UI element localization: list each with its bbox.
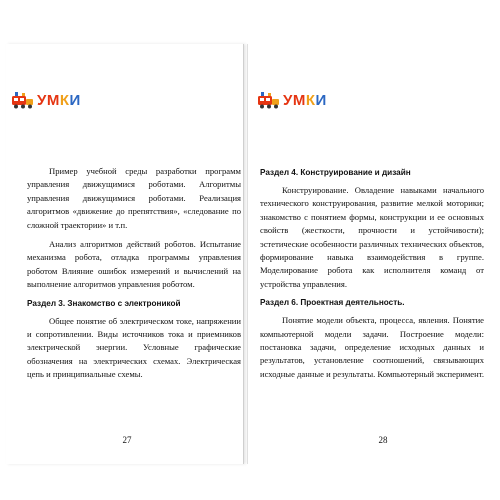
paragraph: Пример учебной среды разработки программ управления движущимися роботами. Алгоритмы управления движущимися роботами. Реализация алгоритмов «движение до препятствия», «следование по сложной траектории» и т.п. bbox=[27, 166, 241, 230]
train-icon bbox=[257, 91, 281, 109]
logo-text: УМКИ bbox=[37, 91, 81, 109]
section-heading: Раздел 3. Знакомство с электроникой bbox=[27, 298, 181, 308]
page-right bbox=[247, 44, 485, 464]
left-page-content bbox=[27, 165, 241, 388]
paragraph: Конструирование. Овладение навыками начального технического конструирования, развитие мелкой моторики; знакомство с понятием формы, конструкции и ее основных свойств (жесткости, прочности и устойчивости); эстетические особенности различных технических объектов, формирование навыка взаимодействия в группе. Моделирование робота как исполнителя команд от устройства управления. bbox=[260, 185, 484, 289]
paragraph: Понятие модели объекта, процесса, явления. Понятие компьютерной модели задачи. Построение модели: постановка задачи, определение исходных данных и результатов, установление соотношений, связывающих исходные данные и результаты. Компьютерный эксперимент. bbox=[260, 315, 484, 379]
page-left bbox=[6, 44, 244, 464]
umki-logo bbox=[11, 90, 81, 110]
paragraph: Анализ алгоритмов действий роботов. Испытание механизма робота, отладка программы управления роботом Влияние ошибок измерений и вычислений на выполнение алгоритмов управления роботом. bbox=[27, 239, 241, 290]
section-heading: Раздел 4. Конструирование и дизайн bbox=[260, 168, 411, 177]
umki-logo bbox=[257, 90, 327, 110]
page-number: 27 bbox=[122, 435, 132, 445]
logo-text: УМКИ bbox=[283, 91, 327, 109]
section-heading: Раздел 6. Проектная деятельность. bbox=[260, 298, 405, 308]
right-page-content bbox=[260, 165, 484, 387]
train-icon bbox=[11, 91, 35, 109]
paragraph: Общее понятие об электрическом токе, напряжении и сопротивлении. Виды источников тока и приемников электрической энергии. Условные графические обозначения на электрических схемах. Электрическая цепь и принципиальные схемы. bbox=[27, 315, 241, 380]
page-number: 28 bbox=[378, 435, 388, 445]
